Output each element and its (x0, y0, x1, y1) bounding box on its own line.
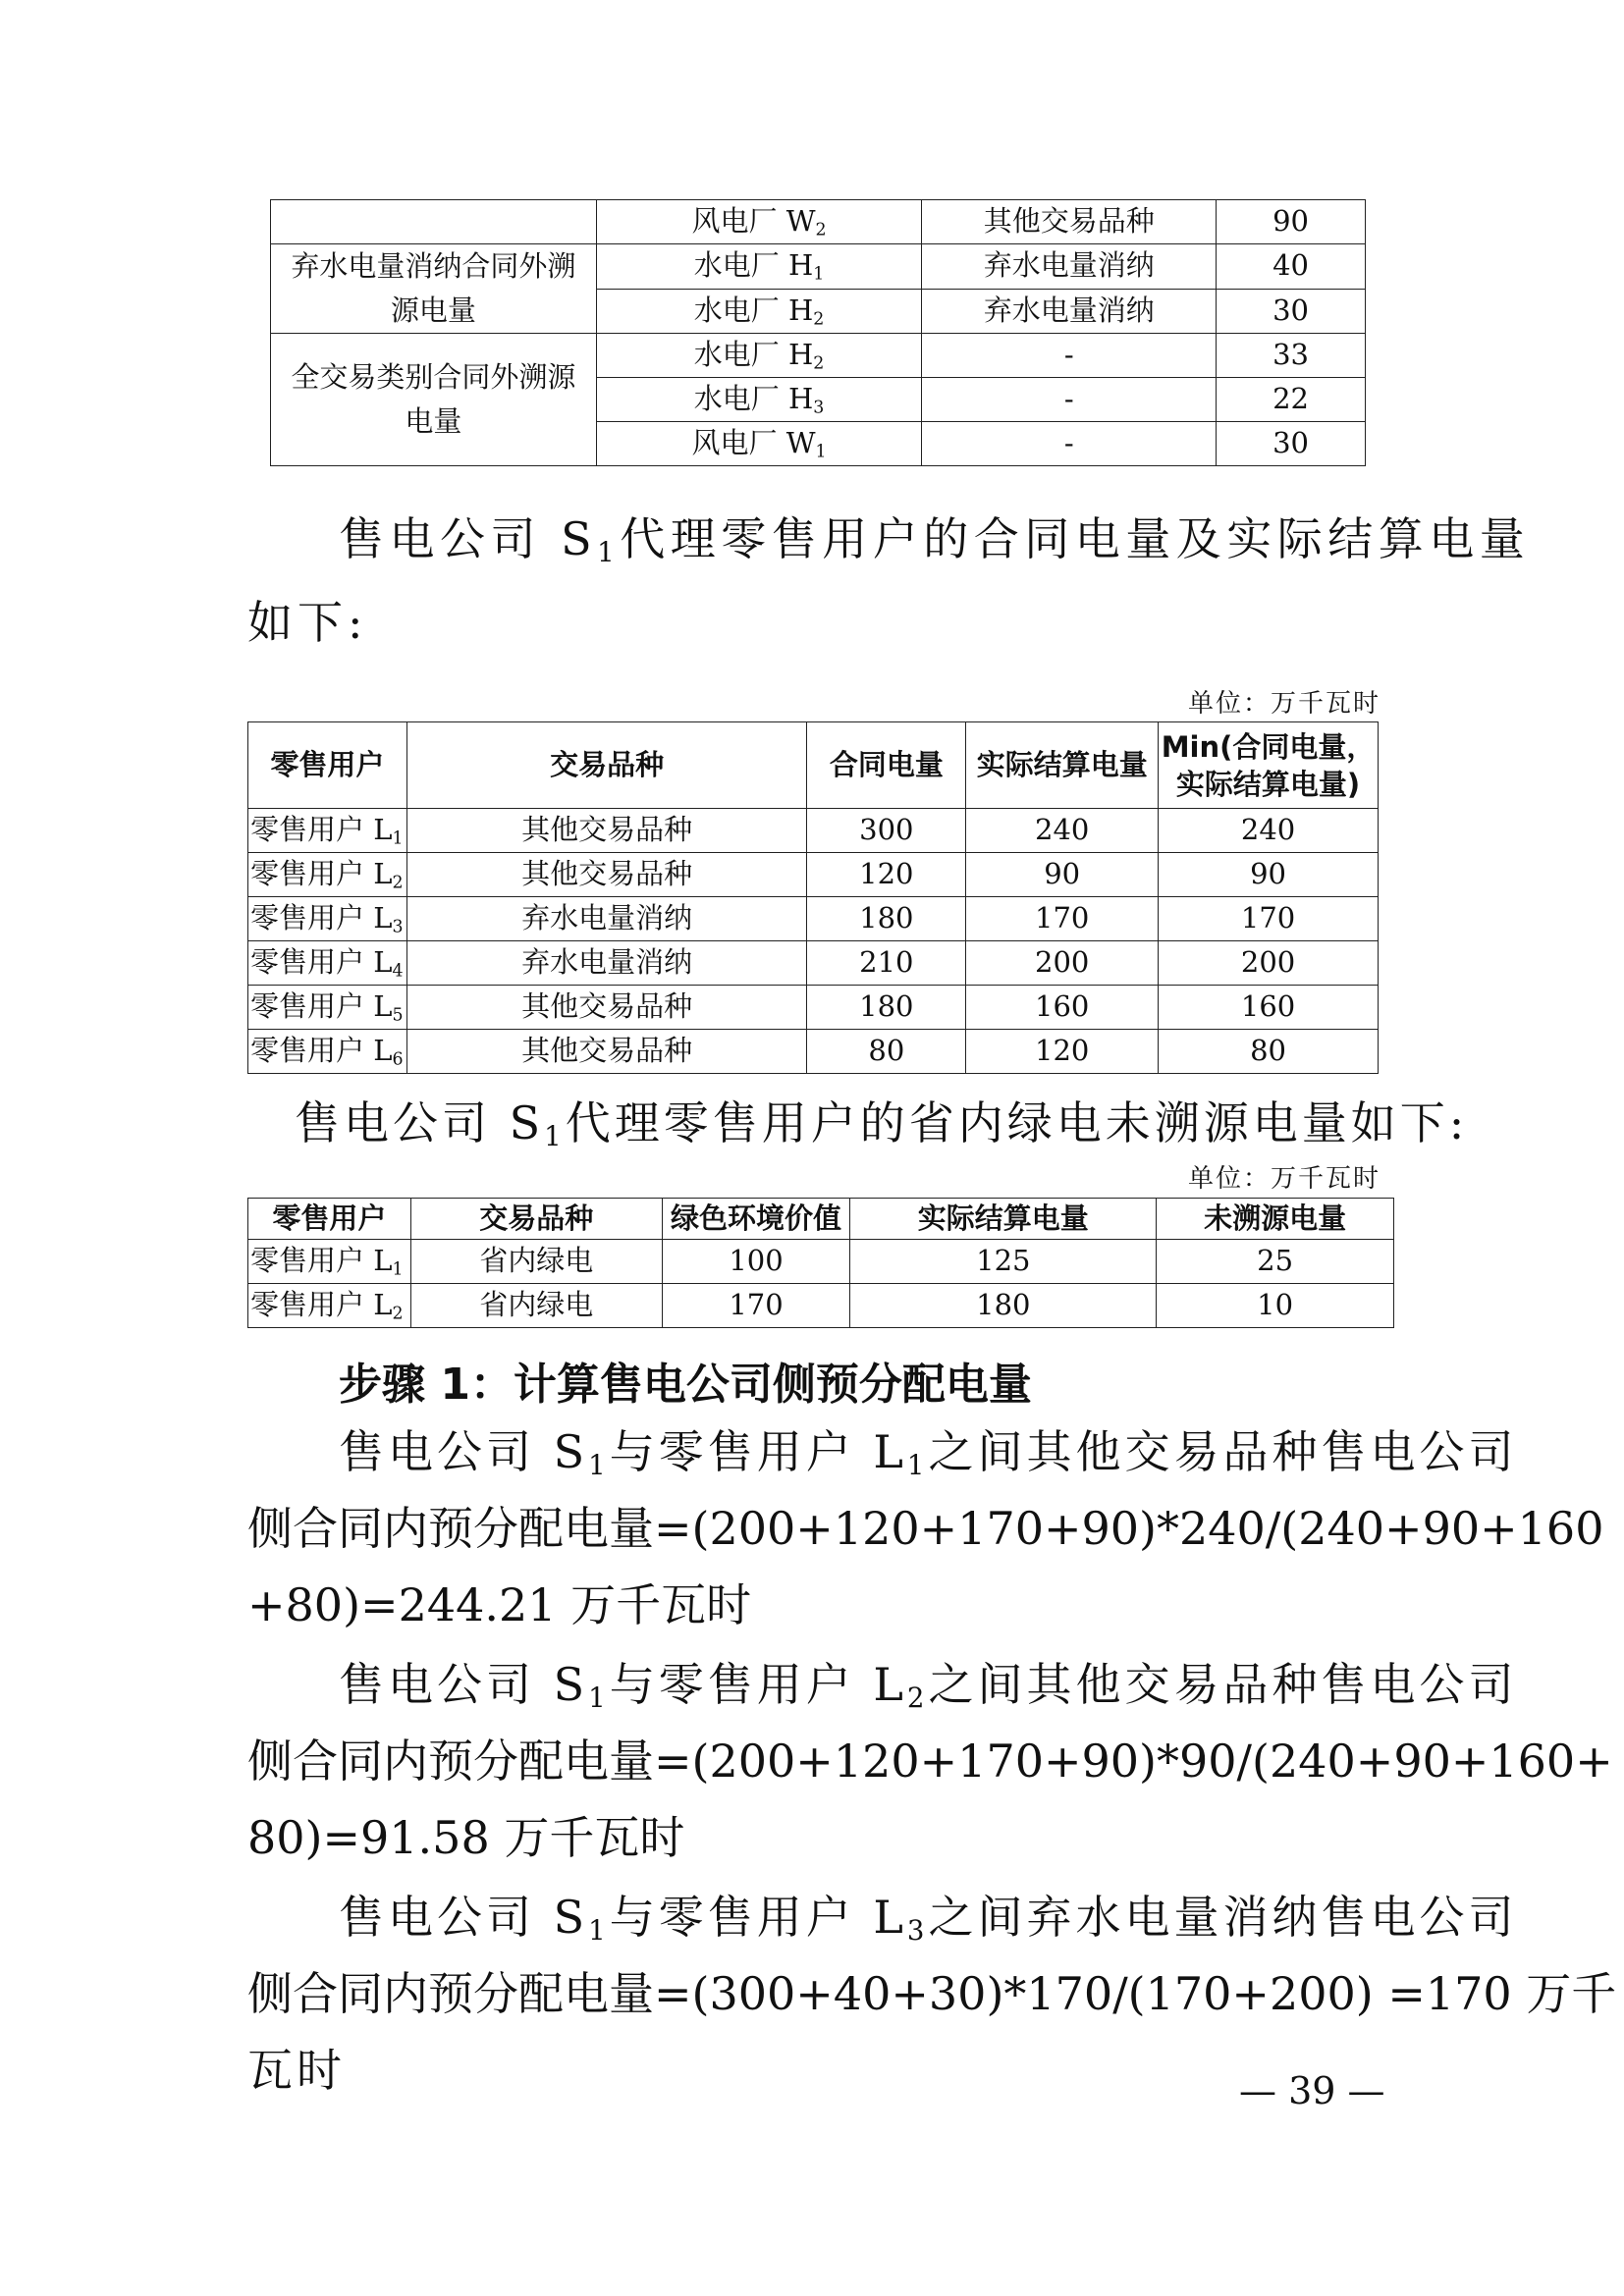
value-cell: 22 (1217, 378, 1366, 422)
header-user: 零售用户 (248, 722, 407, 809)
header-type: 交易品种 (410, 1199, 662, 1240)
header-actual: 实际结算电量 (850, 1199, 1157, 1240)
header-contract: 合同电量 (807, 722, 966, 809)
type-cell: 其他交易品种 (406, 1030, 807, 1074)
table-row (248, 1284, 1394, 1328)
paragraph-green-intro: 售电公司 $S_1$代理零售用户的省内绿电未溯源电量如下: (295, 1096, 1469, 1152)
table-row (248, 809, 1379, 853)
header-green-value: 绿色环境价值 (662, 1199, 850, 1240)
min-cell: 170 (1159, 897, 1379, 941)
unit-label-green: 单位：万千瓦时 (1188, 1164, 1381, 1194)
header-type: 交易品种 (406, 722, 807, 809)
paragraph-intro-line2: 如下: (247, 596, 368, 649)
table-row (271, 334, 1366, 378)
table-row (248, 986, 1379, 1030)
table-row (248, 1030, 1379, 1074)
contract-cell: 180 (807, 986, 966, 1030)
user-cell: 零售用户 $L_1$ (248, 1240, 411, 1284)
contract-table (247, 721, 1379, 1074)
contract-cell: 210 (807, 941, 966, 986)
type-cell: 弃水电量消纳 (922, 289, 1217, 334)
type-cell: - (922, 422, 1217, 466)
min-cell: 240 (1159, 809, 1379, 853)
unit-label: 单位：万千瓦时 (1188, 689, 1381, 719)
calc3-line3: 瓦时 (247, 2044, 346, 2097)
actual-cell: 125 (850, 1240, 1157, 1284)
user-cell: 零售用户 $L_2$ (248, 1284, 411, 1328)
value-cell: 33 (1217, 334, 1366, 378)
type-cell: 其他交易品种 (922, 200, 1217, 244)
green-table (247, 1198, 1394, 1328)
type-cell: 其他交易品种 (406, 986, 807, 1030)
plant-cell: 水电厂 $H_2$ (596, 289, 922, 334)
group-cell: 全交易类别合同外溯源电量 (271, 334, 597, 466)
type-cell: 省内绿电 (410, 1284, 662, 1328)
value-cell: 40 (1217, 244, 1366, 290)
calc3-line2: 侧合同内预分配电量=(300+40+30)*170/(170+200) =170 万千 (247, 1967, 1617, 2020)
table-row (248, 897, 1379, 941)
header-min: Min(合同电量， 实际结算电量) (1159, 722, 1379, 809)
calc2-line2: 侧合同内预分配电量=(200+120+170+90)*90/(240+90+160+ (247, 1735, 1613, 1788)
actual-cell: 180 (850, 1284, 1157, 1328)
contract-cell: 300 (807, 809, 966, 853)
plant-cell: 风电厂 $W_1$ (596, 422, 922, 466)
actual-cell: 170 (966, 897, 1159, 941)
table-row (248, 1240, 1394, 1284)
table-header-row (248, 722, 1379, 809)
actual-cell: 160 (966, 986, 1159, 1030)
calc2-line3: 80)=91.58 万千瓦时 (247, 1811, 685, 1864)
step1-heading: 步骤 1：计算售电公司侧预分配电量 (339, 1360, 1032, 1410)
contract-cell: 80 (807, 1030, 966, 1074)
green-cell: 100 (662, 1240, 850, 1284)
min-cell: 80 (1159, 1030, 1379, 1074)
table-header-row (248, 1199, 1394, 1240)
table-row (248, 941, 1379, 986)
trace-table (270, 199, 1366, 466)
untraced-cell: 10 (1157, 1284, 1394, 1328)
paragraph-intro-line1: 售电公司 $S_1$代理零售用户的合同电量及实际结算电量 (339, 512, 1531, 568)
green-cell: 170 (662, 1284, 850, 1328)
calc2-line1: 售电公司 $S_1$与零售用户 $L_2$之间其他交易品种售电公司 (339, 1658, 1518, 1714)
user-cell: 零售用户 $L_1$ (248, 809, 407, 853)
header-user: 零售用户 (248, 1199, 411, 1240)
header-actual: 实际结算电量 (966, 722, 1159, 809)
calc1-line2: 侧合同内预分配电量=(200+120+170+90)*240/(240+90+160 (247, 1502, 1604, 1555)
actual-cell: 120 (966, 1030, 1159, 1074)
user-cell: 零售用户 $L_2$ (248, 853, 407, 897)
contract-cell: 120 (807, 853, 966, 897)
type-cell: - (922, 334, 1217, 378)
type-cell: 弃水电量消纳 (922, 244, 1217, 290)
actual-cell: 200 (966, 941, 1159, 986)
actual-cell: 240 (966, 809, 1159, 853)
group-cell (271, 200, 597, 244)
header-untraced: 未溯源电量 (1157, 1199, 1394, 1240)
user-cell: 零售用户 $L_5$ (248, 986, 407, 1030)
type-cell: 弃水电量消纳 (406, 897, 807, 941)
page-number: — 39 — (1239, 2069, 1385, 2112)
calc3-line1: 售电公司 $S_1$与零售用户 $L_3$之间弃水电量消纳售电公司 (339, 1891, 1518, 1947)
plant-cell: 风电厂 $W_2$ (596, 200, 922, 244)
untraced-cell: 25 (1157, 1240, 1394, 1284)
value-cell: 30 (1217, 422, 1366, 466)
plant-cell: 水电厂 $H_2$ (596, 334, 922, 378)
calc1-line1: 售电公司 $S_1$与零售用户 $L_1$之间其他交易品种售电公司 (339, 1425, 1518, 1481)
type-cell: 弃水电量消纳 (406, 941, 807, 986)
type-cell: - (922, 378, 1217, 422)
actual-cell: 90 (966, 853, 1159, 897)
contract-cell: 180 (807, 897, 966, 941)
table-row (271, 200, 1366, 244)
value-cell: 90 (1217, 200, 1366, 244)
value-cell: 30 (1217, 289, 1366, 334)
plant-cell: 水电厂 $H_1$ (596, 244, 922, 290)
table-row (271, 244, 1366, 290)
min-cell: 90 (1159, 853, 1379, 897)
table-row (248, 853, 1379, 897)
type-cell: 省内绿电 (410, 1240, 662, 1284)
type-cell: 其他交易品种 (406, 809, 807, 853)
user-cell: 零售用户 $L_4$ (248, 941, 407, 986)
group-cell: 弃水电量消纳合同外溯源电量 (271, 244, 597, 334)
calc1-line3: +80)=244.21 万千瓦时 (247, 1578, 752, 1631)
type-cell: 其他交易品种 (406, 853, 807, 897)
user-cell: 零售用户 $L_6$ (248, 1030, 407, 1074)
min-cell: 200 (1159, 941, 1379, 986)
user-cell: 零售用户 $L_3$ (248, 897, 407, 941)
min-cell: 160 (1159, 986, 1379, 1030)
plant-cell: 水电厂 $H_3$ (596, 378, 922, 422)
